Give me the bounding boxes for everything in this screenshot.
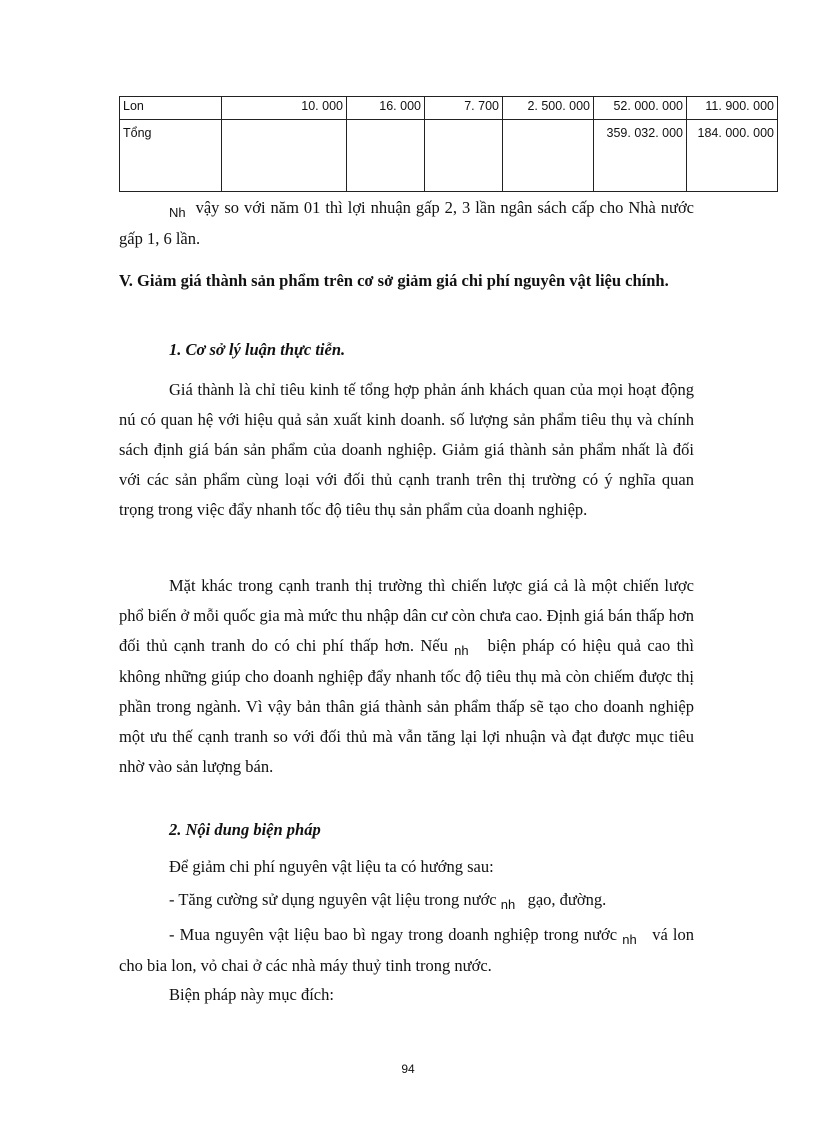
row-label: Tổng <box>120 120 222 192</box>
table-row-total <box>120 120 778 192</box>
list-text: - Tăng cường sử dụng nguyên vật liệu trong nước <box>169 890 497 909</box>
list-item <box>169 890 606 910</box>
table-cell <box>222 120 347 192</box>
subsection-heading-1: 1. Cơ sở lý luận thực tiễn. <box>169 340 346 359</box>
table-cell: 7. 700 <box>425 97 503 120</box>
table-cell: 359. 032. 000 <box>594 120 687 192</box>
list-item <box>119 920 694 981</box>
text-line: Để giảm chi phí nguyên vật liệu ta có hướng sau: <box>169 857 494 876</box>
glitch-text: nh <box>500 897 516 912</box>
table-cell: 11. 900. 000 <box>687 97 778 120</box>
table-cell: 2. 500. 000 <box>503 97 594 120</box>
table-cell: 184. 000. 000 <box>687 120 778 192</box>
data-table <box>119 96 778 192</box>
glitch-text: Nh <box>169 205 186 220</box>
paragraph-theory: Giá thành là chỉ tiêu kinh tế tổng hợp phản ánh khách quan của mọi hoạt động nú có quan hệ với hiệu quả sản xuất kinh doanh. số lượng sản phẩm tiêu thụ và chính sách định giá bán sản phẩm của doanh nghiệp. Giảm giá thành sản phẩm nhất là đối với các sản phẩm cùng loại với đối thủ cạnh tranh trên thị trường có ý nghĩa quan trọng trong việc đẩy nhanh tốc độ tiêu thụ sản phẩm của doanh nghiệp. <box>119 380 694 519</box>
paragraph-competition <box>119 571 694 782</box>
table-cell <box>347 120 425 192</box>
subsection-heading-2: 2. Nội dung biện pháp <box>169 820 321 839</box>
row-label: Lon <box>120 97 222 120</box>
table-cell <box>425 120 503 192</box>
list-text: - Mua nguyên vật liệu bao bì ngay trong doanh nghiệp trong nước <box>169 925 618 944</box>
table-row <box>120 97 778 120</box>
list-text: vá lon cho bia lon, vỏ chai ở các nhà máy thuỷ tinh trong nước. <box>119 925 695 975</box>
glitch-text: nh <box>622 932 637 947</box>
text-line: Biện pháp này mục đích: <box>169 985 334 1004</box>
list-text: gạo, đường. <box>527 890 607 909</box>
glitch-text: nh <box>454 643 469 658</box>
page-number: 94 <box>401 1062 415 1076</box>
table-cell <box>503 120 594 192</box>
section-heading: V. Giảm giá thành sản phẩm trên cơ sở giảm giá chi phí nguyên vật liệu chính. <box>119 271 669 290</box>
table-cell: 10. 000 <box>222 97 347 120</box>
paragraph-text: vậy so với năm 01 thì lợi nhuận gấp 2, 3 lần ngân sách cấp cho Nhà nước gấp 1, 6 lần. <box>119 198 695 248</box>
paragraph-text: Mặt khác trong cạnh tranh thị trường thì chiến lược giá cả là một chiến lược phổ biến ở mỗi quốc gia mà mức thu nhập dân cư còn chưa cao. Định giá bán thấp hơn đối thủ cạnh tranh do có chi phí thấp hơn. Nếu <box>119 576 694 655</box>
paragraph-text: biện pháp có hiệu quả cao thì không những giúp cho doanh nghiệp đẩy nhanh tốc độ tiêu thụ mà còn chiếm được thị phần trong ngành. Vì vậy bản thân giá thành sản phẩm thấp sẽ tạo cho doanh nghiệp một ưu thế cạnh tranh so với đối thủ mà vẫn tăng lại lợi nhuận và đạt được mục tiêu nhờ vào sản lượng bán. <box>119 636 695 776</box>
table-cell: 52. 000. 000 <box>594 97 687 120</box>
table-cell: 16. 000 <box>347 97 425 120</box>
paragraph-summary <box>119 193 694 254</box>
